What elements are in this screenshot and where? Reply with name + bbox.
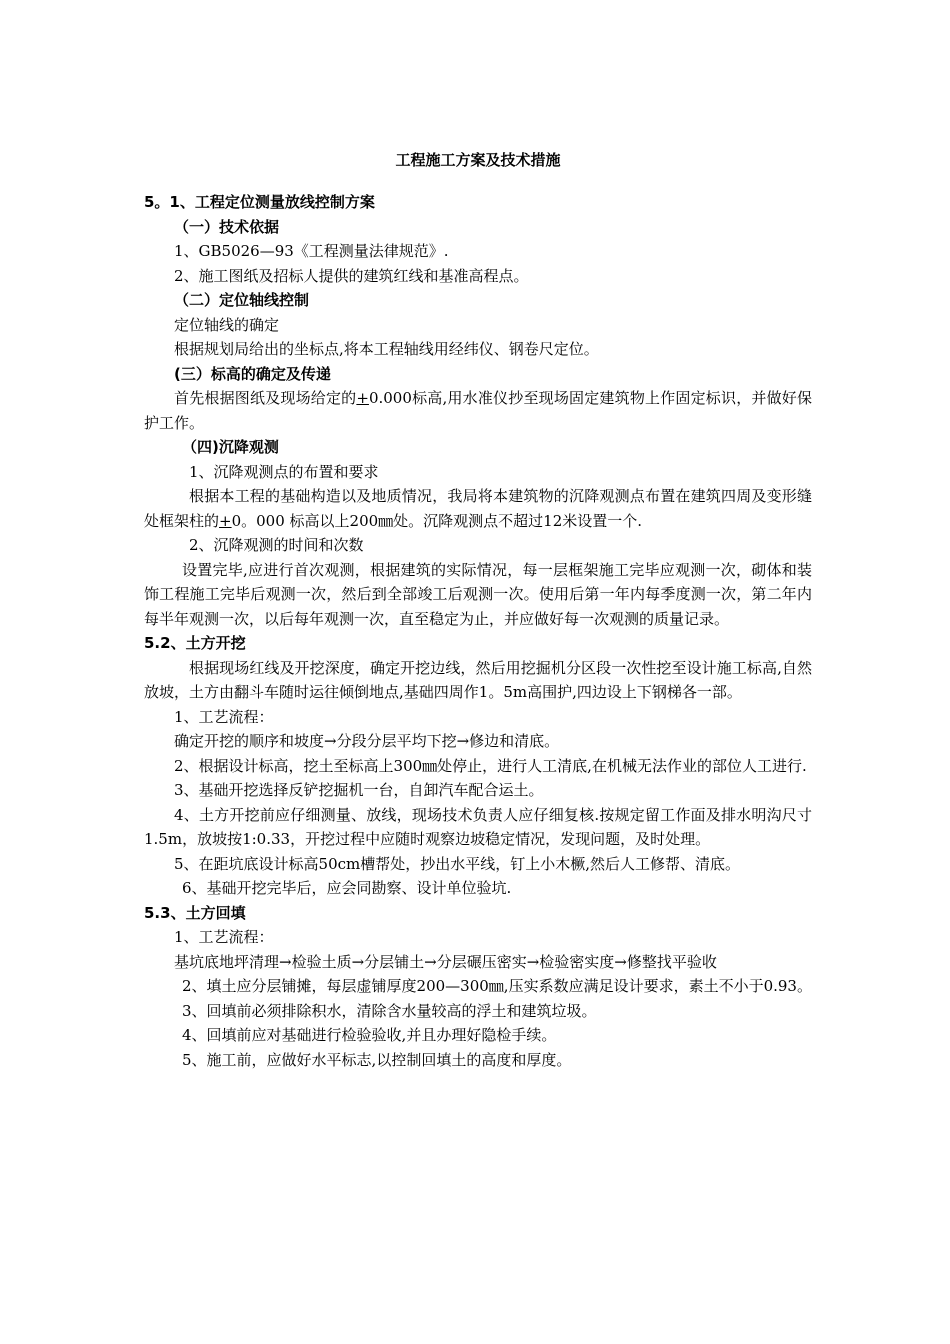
section-heading-5-1: 5。1、工程定位测量放线控制方案 [144, 193, 375, 211]
paragraph: 2、填土应分层铺摊，每层虚铺厚度200—300㎜,压实系数应满足设计要求，素土不小于0.93。 [182, 977, 812, 995]
subheading-elevation: (三）标高的确定及传递 [174, 364, 331, 383]
paragraph: 基坑底地坪清理→检验土质→分层铺土→分层碾压密实→检验密实度→修整找平验收 [174, 952, 717, 971]
paragraph: 5、在距坑底设计标高50cm槽帮处，抄出水平线，钉上小木橛,然后人工修帮、清底。 [174, 854, 741, 873]
paragraph: 5、施工前，应做好水平标志,以控制回填土的高度和厚度。 [182, 1050, 572, 1069]
paragraph: 2、施工图纸及招标人提供的建筑红线和基准高程点。 [174, 266, 529, 285]
paragraph: 根据现场红线及开挖深度，确定开挖边线，然后用挖掘机分区段一次性挖至设计施工标高,自然放坡，土方由翻斗车随时运往倾倒地点,基础四周作1。5m高围护,四边设上下钢梯各一部。 [144, 658, 812, 701]
paragraph: 1、GB5026—93《工程测量法律规范》. [174, 242, 449, 260]
paragraph: 4、回填前应对基础进行检验验收,并且办理好隐检手续。 [182, 1026, 557, 1044]
section-heading-5-3: 5.3、土方回填 [144, 903, 246, 922]
paragraph: 设置完毕,应进行首次观测，根据建筑的实际情况，每一层框架施工完毕应观测一次，砌体和装饰工程施工完毕后观测一次，然后到全部竣工后观测一次。使用后第一年内每季度测一次，第二年内每半年观测一次，以后每年观测一次，直至稳定为止，并应做好每一次观测的质量记录。 [144, 560, 812, 628]
paragraph: 定位轴线的确定 [174, 315, 280, 334]
paragraph: 首先根据图纸及现场给定的+0.000标高,用水准仪抄至现场固定建筑物上作固定标识，并做好保护工作。 [144, 389, 812, 432]
subheading-settlement: （四)沉降观测 [182, 438, 279, 456]
section-heading-5-2: 5.2、土方开挖 [144, 634, 246, 652]
paragraph: 根据本工程的基础构造以及地质情况，我局将本建筑物的沉降观测点布置在建筑四周及变形缝处框架柱的+0。000 标高以上200㎜处。沉降观测点不超过12米设置一个. [144, 487, 812, 530]
paragraph: 4、土方开挖前应仔细测量、放线，现场技术负责人应仔细复核.按规定留工作面及排水明沟尺寸1.5m，放坡按1:0.33，开挖过程中应随时观察边坡稳定情况，发现问题，及时处理。 [144, 805, 812, 848]
paragraph: 3、回填前必须排除积水，清除含水量较高的浮土和建筑垃圾。 [182, 1001, 597, 1020]
paragraph: 1、沉降观测点的布置和要求 [189, 462, 379, 481]
paragraph: 6、基础开挖完毕后，应会同勘察、设计单位验坑. [182, 879, 512, 897]
paragraph: 确定开挖的顺序和坡度→分段分层平均下挖→修边和清底。 [174, 732, 560, 750]
document-page [144, 140, 812, 1072]
subheading-axis-control: （二）定位轴线控制 [174, 291, 310, 309]
paragraph: 2、根据设计标高，挖土至标高上300㎜处停止，进行人工清底,在机械无法作业的部位人工进行. [174, 756, 807, 775]
paragraph: 1、工艺流程： [174, 928, 274, 946]
paragraph: 1、工艺流程： [174, 707, 274, 726]
document-title: 工程施工方案及技术措施 [395, 151, 561, 169]
subheading-tech-basis: （一）技术依据 [174, 217, 280, 236]
paragraph: 2、沉降观测的时间和次数 [189, 536, 364, 554]
paragraph: 3、基础开挖选择反铲挖掘机一台，自卸汽车配合运土。 [174, 781, 544, 799]
paragraph: 根据规划局给出的坐标点,将本工程轴线用经纬仪、钢卷尺定位。 [174, 340, 599, 358]
